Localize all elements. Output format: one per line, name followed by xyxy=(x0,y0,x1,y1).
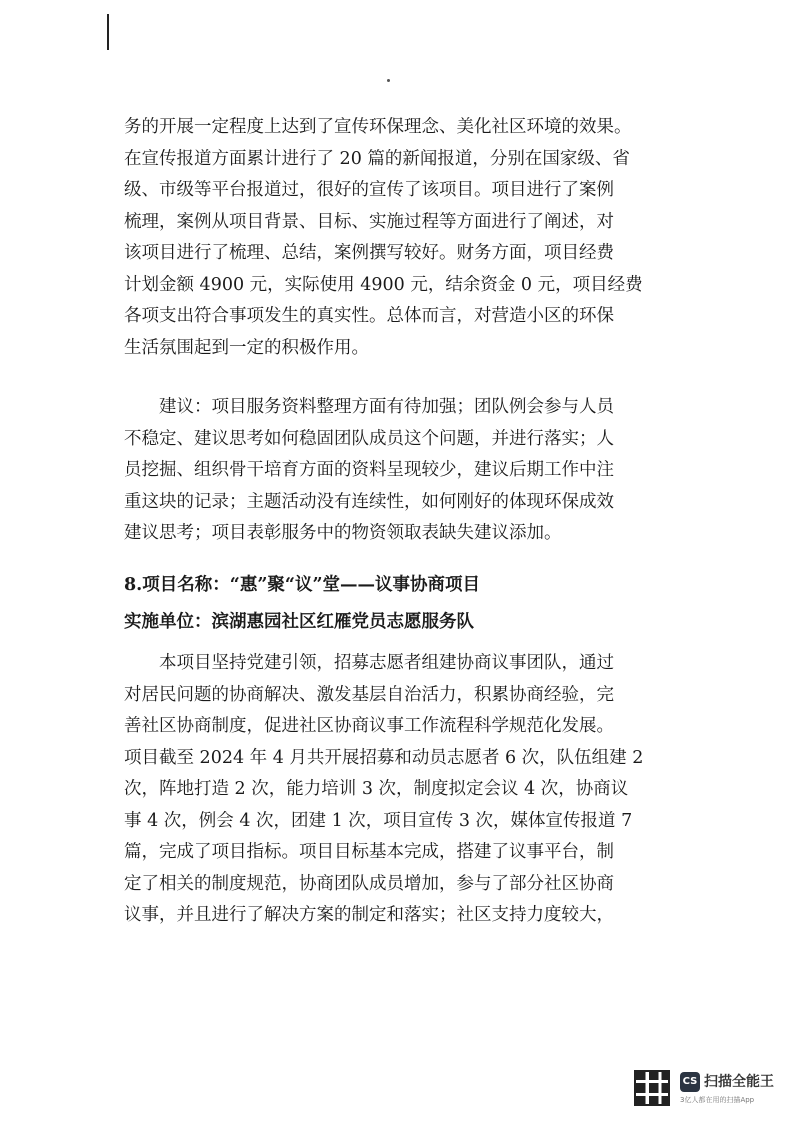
scan-edge-mark xyxy=(107,14,109,50)
text-line: 生活氛围起到一定的积极作用。 xyxy=(124,337,369,358)
qr-code-icon xyxy=(634,1070,670,1106)
text-line: 次，阵地打造 2 次，能力培训 3 次，制度拟定会议 4 次，协商议 xyxy=(124,779,629,799)
scan-speck xyxy=(387,79,390,82)
text-line: 建议思考；项目表彰服务中的物资领取表缺失建议添加。 xyxy=(124,523,562,543)
paragraph-1 xyxy=(124,112,684,364)
project-title: 8.项目名称：“惠”聚“议”堂——议事协商项目 xyxy=(124,575,481,595)
text-line: 篇，完成了项目指标。项目目标基本完成，搭建了议事平台，制 xyxy=(124,842,614,862)
text-line: 梳理，案例从项目背景、目标、实施过程等方面进行了阐述，对 xyxy=(124,211,614,232)
watermark-tagline: 3亿人都在用的扫描App xyxy=(680,1096,755,1104)
text-line: 级、市级等平台报道过，很好的宣传了该项目。项目进行了案例 xyxy=(124,180,614,200)
text-line: 不稳定、建议思考如何稳固团队成员这个问题，并进行落实；人 xyxy=(124,428,614,449)
camscanner-logo-icon: CS xyxy=(680,1072,700,1092)
text-line: 员挖掘、组织骨干培育方面的资料呈现较少，建议后期工作中注 xyxy=(124,460,614,480)
text-line: 项目截至 2024 年 4 月共开展招募和动员志愿者 6 次，队伍组建 2 xyxy=(124,747,644,768)
text-line: 善社区协商制度，促进社区协商议事工作流程科学规范化发展。 xyxy=(124,716,614,736)
watermark-brand: 扫描全能王 xyxy=(704,1074,774,1090)
text-line: 定了相关的制度规范，协商团队成员增加，参与了部分社区协商 xyxy=(124,873,614,894)
text-line: 该项目进行了梳理、总结，案例撰写较好。财务方面，项目经费 xyxy=(124,243,614,263)
text-line: 本项目坚持党建引领，招募志愿者组建协商议事团队，通过 xyxy=(159,653,614,673)
text-line: 事 4 次，例会 4 次，团建 1 次，项目宣传 3 次，媒体宣传报道 7 xyxy=(124,810,633,831)
text-line: 务的开展一定程度上达到了宣传环保理念、美化社区环境的效果。 xyxy=(124,117,632,137)
text-line: 建议：项目服务资料整理方面有待加强；团队例会参与人员 xyxy=(159,397,614,417)
implementing-unit: 实施单位：滨湖惠园社区红雁党员志愿服务队 xyxy=(124,612,474,632)
paragraph-2-suggestions xyxy=(124,392,684,550)
text-line: 议事，并且进行了解决方案的制定和落实；社区支持力度较大， xyxy=(124,905,614,925)
camscanner-watermark xyxy=(634,1070,784,1110)
text-line: 计划金额 4900 元，实际使用 4900 元，结余资金 0 元，项目经费 xyxy=(124,274,643,295)
text-line: 对居民问题的协商解决、激发基层自治活力，积累协商经验，完 xyxy=(124,684,614,705)
text-line: 各项支出符合事项发生的真实性。总体而言，对营造小区的环保 xyxy=(124,306,614,326)
text-line: 重这块的记录；主题活动没有连续性，如何刚好的体现环保成效 xyxy=(124,491,614,512)
paragraph-3-project-summary xyxy=(124,648,684,932)
text-line: 在宣传报道方面累计进行了 20 篇的新闻报道，分别在国家级、省 xyxy=(124,148,630,169)
